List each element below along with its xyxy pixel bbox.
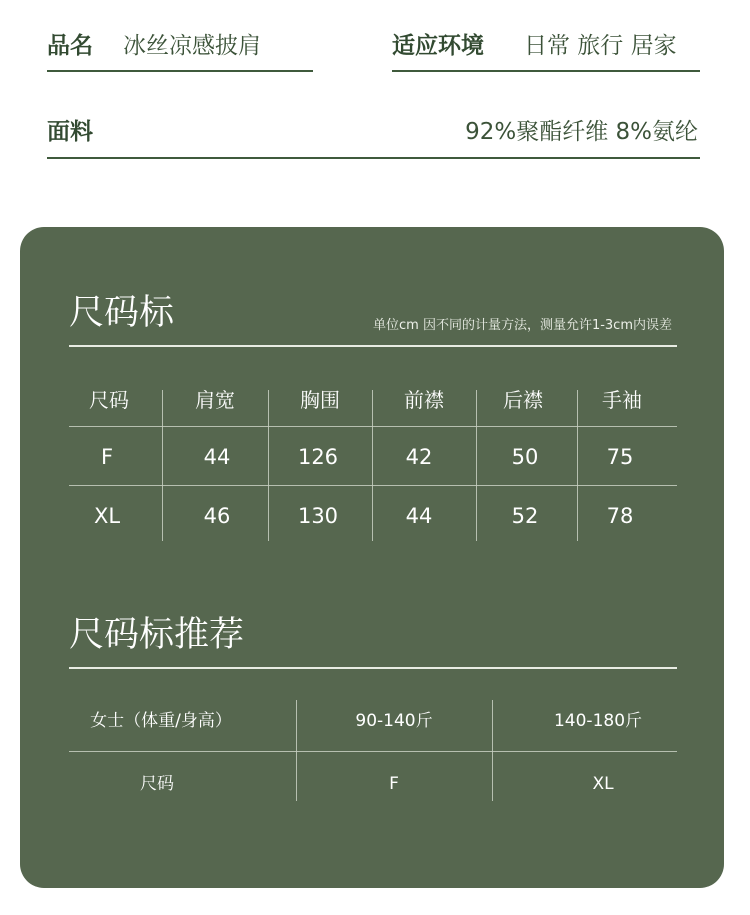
size-chart-col-divider <box>372 390 373 541</box>
product-name-label: 品名 <box>47 33 93 59</box>
size-chart-col-divider <box>162 390 163 541</box>
size-chart-cell: 130 <box>297 504 339 528</box>
recommend-cell: 140-180斤 <box>553 711 643 731</box>
recommend-title-rule <box>69 667 677 669</box>
product-name-value: 冰丝凉感披肩 <box>123 33 261 59</box>
size-chart-cell: 46 <box>203 504 231 528</box>
environment-label: 适应环境 <box>392 33 484 59</box>
size-chart-header: 尺码 <box>89 388 129 412</box>
size-chart-header: 前襟 <box>404 388 444 412</box>
product-name-underline <box>47 70 313 72</box>
recommend-row-divider <box>69 751 677 752</box>
size-chart-header: 后襟 <box>503 388 543 412</box>
recommend-cell: 女士（体重/身高） <box>90 711 232 731</box>
recommend-cell: F <box>389 774 399 794</box>
size-chart-col-divider <box>577 390 578 541</box>
recommend-cell: 尺码 <box>140 774 174 794</box>
size-chart-col-divider <box>268 390 269 541</box>
environment-underline <box>392 70 700 72</box>
size-chart-header: 胸围 <box>300 388 340 412</box>
measurement-note: 单位cm 因不同的计量方法，测量允许1-3cm内误差 <box>373 318 672 333</box>
size-chart-cell: 52 <box>511 504 539 528</box>
size-chart-col-divider <box>476 390 477 541</box>
size-chart-cell: 42 <box>405 445 433 469</box>
recommend-title: 尺码标推荐 <box>69 615 245 655</box>
size-chart-row-divider <box>69 485 677 486</box>
size-chart-cell: 50 <box>511 445 539 469</box>
size-chart-cell: 44 <box>405 504 433 528</box>
environment-value: 日常 旅行 居家 <box>524 33 677 59</box>
size-chart-cell: 78 <box>606 504 634 528</box>
fabric-label: 面料 <box>47 119 93 145</box>
size-chart-title: 尺码标 <box>69 293 175 333</box>
size-chart-cell: 75 <box>606 445 634 469</box>
size-chart-cell: 126 <box>297 445 339 469</box>
size-chart-header: 手袖 <box>602 388 642 412</box>
recommend-cell: XL <box>592 774 614 794</box>
size-chart-cell: XL <box>93 504 121 528</box>
fabric-underline <box>47 157 700 159</box>
size-chart-header: 肩宽 <box>195 388 235 412</box>
fabric-value: 92%聚酯纤维 8%氨纶 <box>465 119 698 145</box>
size-chart-title-rule <box>69 345 677 347</box>
size-chart-cell: F <box>100 445 114 469</box>
size-chart-cell: 44 <box>203 445 231 469</box>
size-chart-row-divider <box>69 426 677 427</box>
recommend-cell: 90-140斤 <box>355 711 433 731</box>
